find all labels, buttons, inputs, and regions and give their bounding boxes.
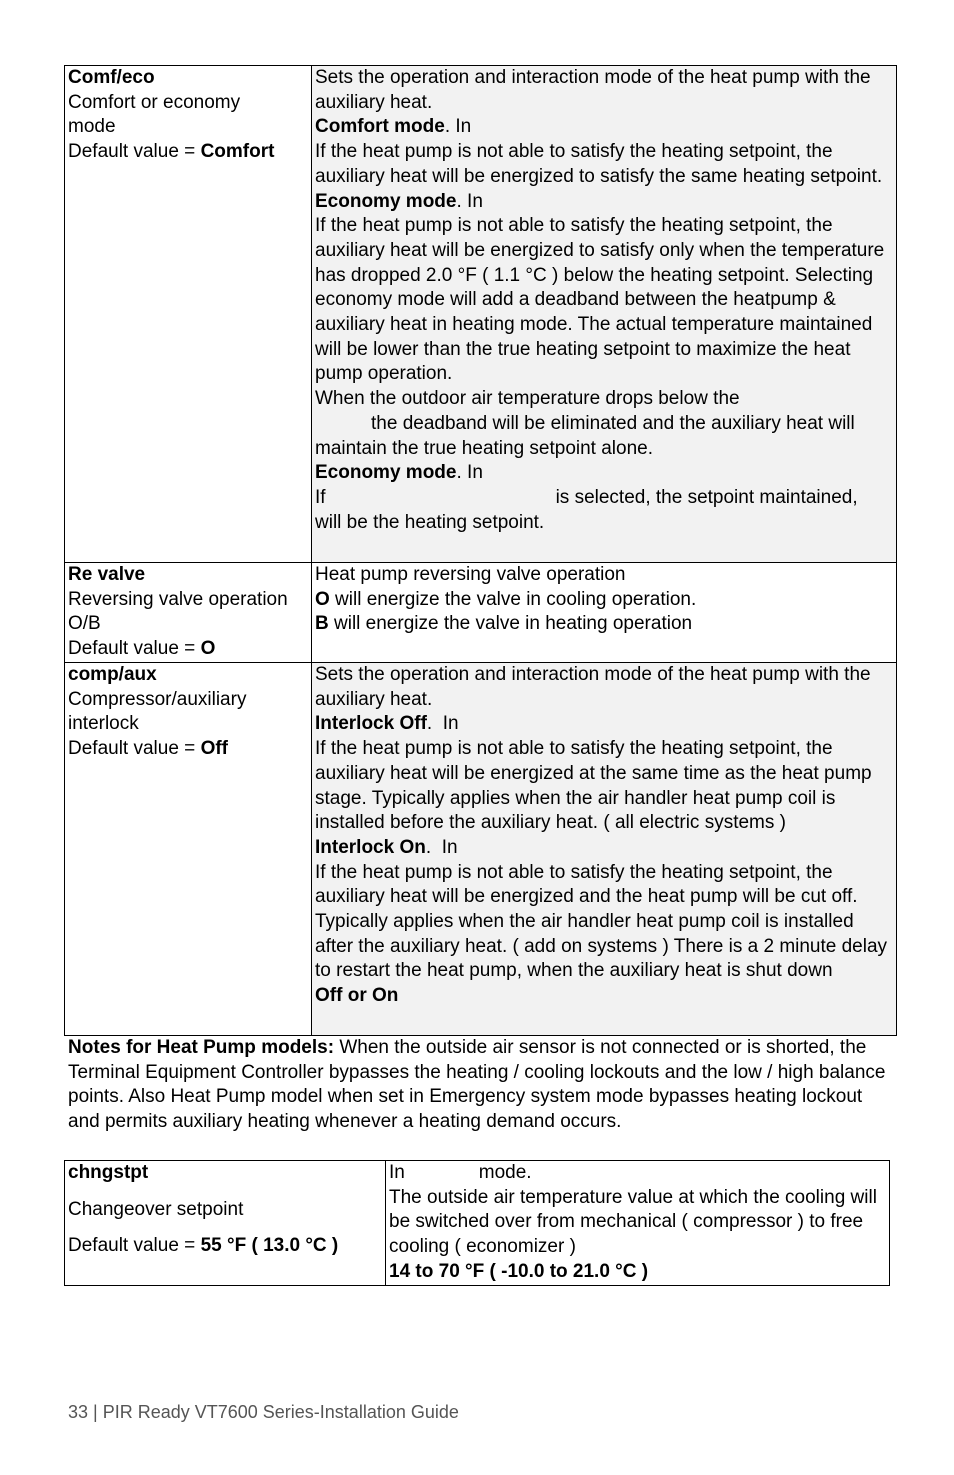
mode-line: In mode. (389, 1162, 532, 1183)
selection-text: will be the heating setpoint. (315, 511, 545, 533)
parameter-cell (65, 663, 312, 1036)
outdoor-text: When the outdoor air temperature drops below the (315, 388, 740, 410)
parameter-label: mode (68, 116, 116, 138)
default-value: Default value = 55 °F ( 13.0 °C ) (68, 1235, 339, 1257)
mode-heading: Comfort mode. In (315, 116, 472, 138)
outdoor-text: the deadband will be eliminated and the auxiliary heat will (371, 412, 855, 434)
table-row (65, 563, 897, 663)
default-value: Default value = O (68, 638, 216, 660)
range-text: 14 to 70 °F ( -10.0 to 21.0 °C ) (389, 1260, 649, 1282)
notes-text: When the outside air sensor is not connected or is shorted, the Terminal Equipment Controller bypasses the heating / cooling lockouts and the low / high balance points. Also Heat Pump model when set in Emergency system mode bypasses heating lockout and permits auxiliary heating whenever a heating demand occurs. (68, 1037, 886, 1133)
description-text: The outside air temperature value at which the cooling will be switched over from mechanical ( compressor ) to free cooling ( economizer ) (389, 1186, 877, 1258)
parameter-name: chngstpt (68, 1162, 149, 1183)
description-intro: Heat pump reversing valve operation (315, 564, 626, 585)
table-row (65, 1161, 890, 1286)
parameter-label: O/B (68, 613, 101, 635)
outdoor-text: maintain the true heating setpoint alone. (315, 437, 654, 459)
table-row (65, 663, 897, 1036)
heat-pump-notes (68, 1036, 898, 1135)
table-row (65, 66, 897, 563)
mode-heading: Economy mode. In (315, 190, 483, 212)
range-text: Off or On (315, 985, 399, 1007)
description-cell (312, 563, 897, 663)
mode-heading: Interlock Off. In (315, 713, 459, 735)
description-cell (312, 66, 897, 563)
parameter-cell (65, 563, 312, 663)
parameter-label: Compressor/auxiliary (68, 688, 247, 710)
notes-heading: Notes for Heat Pump models: (68, 1037, 335, 1058)
description-cell (312, 663, 897, 1036)
description-intro: Sets the operation and interaction mode of the heat pump with the auxiliary heat. (315, 67, 871, 113)
default-value: Default value = Comfort (68, 141, 275, 163)
parameter-label: Changeover setpoint (68, 1198, 244, 1220)
parameter-name: Comf/eco (68, 67, 155, 88)
mode-description: If the heat pump is not able to satisfy the heating setpoint, the auxiliary heat will be energized to satisfy the same heating setpoint. (315, 141, 883, 187)
mode-heading: Interlock On. In (315, 836, 458, 858)
option-b: B will energize the valve in heating operation (315, 613, 693, 635)
description-intro: Sets the operation and interaction mode of the heat pump with the auxiliary heat. (315, 664, 871, 710)
selection-text: If is selected, the setpoint maintained, (315, 486, 858, 508)
parameter-cell (65, 66, 312, 563)
description-cell (386, 1161, 890, 1286)
parameter-name: Re valve (68, 564, 146, 585)
parameter-label: Comfort or economy (68, 91, 241, 113)
parameter-label: Reversing valve operation (68, 588, 288, 610)
default-value: Default value = Off (68, 738, 228, 760)
mode-heading: Economy mode. In (315, 462, 483, 484)
parameter-name: comp/aux (68, 664, 157, 685)
mode-description: If the heat pump is not able to satisfy the heating setpoint, the auxiliary heat will be energized at the same time as the heat pump stage. Typically applies when the air handler heat pump coil is installed before the auxiliary heat. ( all electric systems ) (315, 738, 872, 834)
page-footer: 33 | PIR Ready VT7600 Series-Installation Guide (68, 1402, 459, 1422)
option-o: O will energize the valve in cooling operation. (315, 588, 697, 610)
mode-description: If the heat pump is not able to satisfy the heating setpoint, the auxiliary heat will be energized to satisfy only when the temperature has dropped 2.0 °F ( 1.1 °C ) below the heating setpoint. Selecting economy mode will add a deadband between the heatpump & auxiliary heat in heating mode. The actual temperature maintained will be lower than the true heating setpoint to maximize the heat pump operation. (315, 215, 885, 385)
mode-description: If the heat pump is not able to satisfy the heating setpoint, the auxiliary heat will be energized and the heat pump will be cut off. Typically applies when the air handler heat pump coil is installed after the auxiliary heat. ( add on systems ) There is a 2 minute delay to restart the heat pump, when the auxiliary heat is shut down (315, 861, 888, 982)
changeover-table (64, 1160, 890, 1286)
parameter-label: interlock (68, 713, 139, 735)
parameter-table (64, 65, 897, 1036)
parameter-cell (65, 1161, 386, 1286)
